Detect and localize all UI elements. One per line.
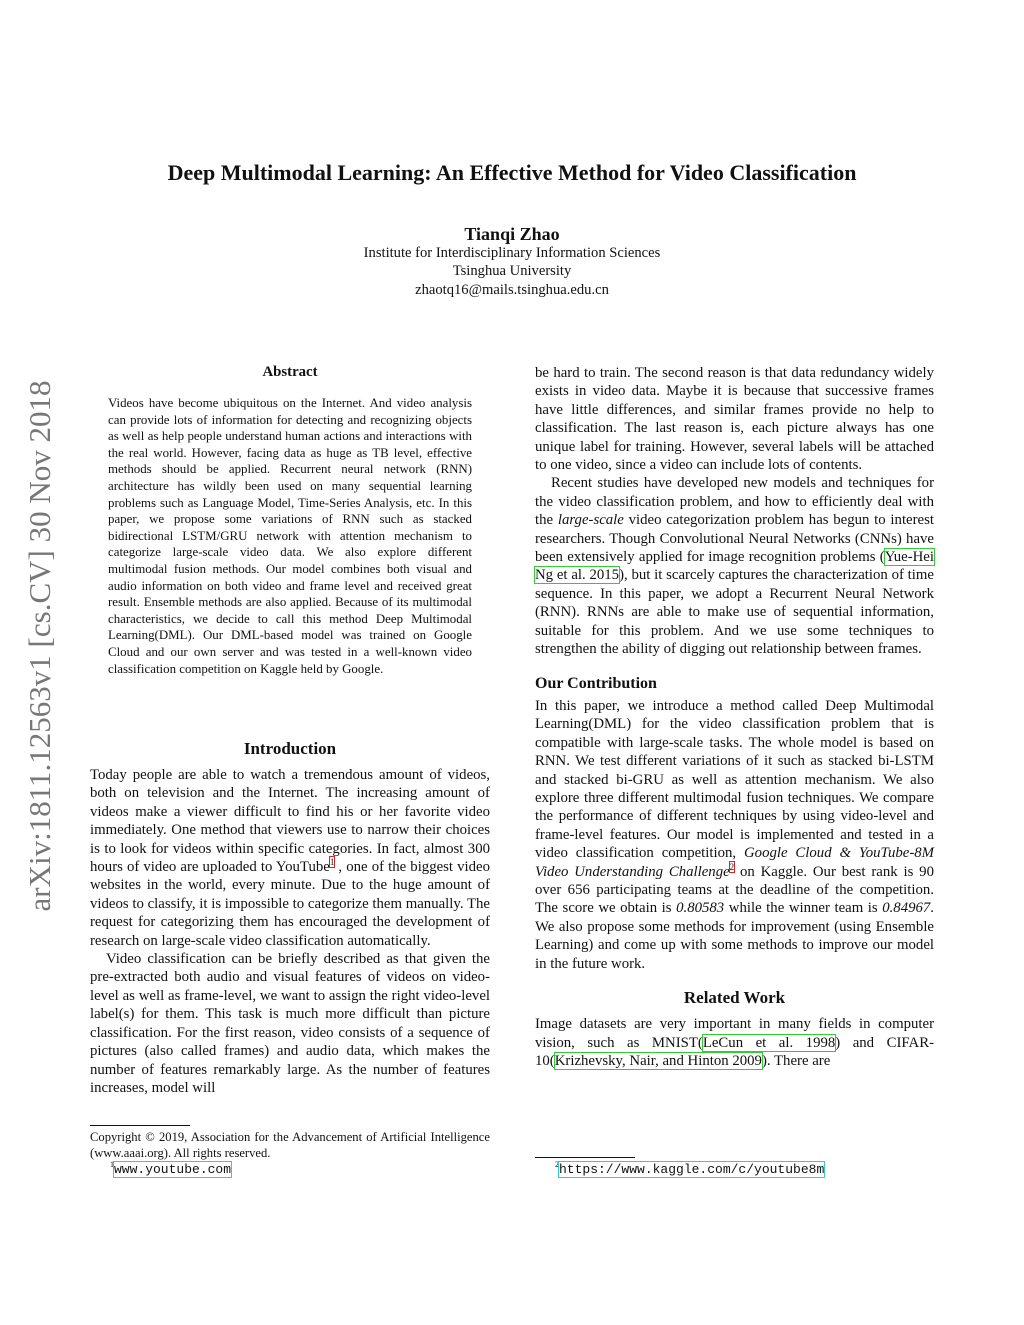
- footnote-ref-1[interactable]: 1: [329, 857, 335, 868]
- footnote-rule-left: [90, 1125, 190, 1126]
- abstract-text: Videos have become ubiquitous on the Internet. And video analysis can provide lots of information for detecting and recognizing objects as well as help people understand human actions and interactions with the real world. However, facing data as huge as TB level, effective methods should be applied. Recurrent neural network (RNN) architecture has wildly been used on many sequential learning problems such as Language Model, Time-Series Analysis, etc. In this paper, we propose some variations of RNN such as stacked bidirectional LSTM/GRU network with attention mechanism to categorize large-scale video data. We also explore different multimodal fusion methods. Our model combines both visual and audio information on both video and frame level and received great result. Ensemble methods are also applied. Because of its multimodal characteristics, we decide to call this method Deep Multimodal Learning(DML). Our DML-based model was trained on Google Cloud and our own server and was tested in a well-known video classification competition on Kaggle held by Google.: [108, 396, 472, 676]
- related-work-paragraph: Image datasets are very important in many fields in computer vision, such as MNIST(LeCun et al. 1998) and CIFAR-10(Krizhevsky, Nair, and Hinton 2009). There are: [535, 1016, 934, 1070]
- arxiv-id: arXiv:1811.12563v1 [cs.CV] 30 Nov 2018: [22, 380, 57, 912]
- citation-krizhevsky[interactable]: Krizhevsky, Nair, and Hinton 2009: [554, 1053, 762, 1070]
- affiliation-university: Tsinghua University: [452, 263, 572, 279]
- contribution-paragraph: In this paper, we introduce a method called Deep Multimodal Learning(DML) for the video classification problem that is compatible with large-scale tasks. The whole model is based on RNN. We test different variations of it such as stacked bi-LSTM and stacked bi-GRU as well as attention mechanism. We also explore three different multimodal fusion techniques. We compare the performance of different techniques by using video-level and frame-level features. Our model is implemented and tested in a video classification competition, Google Cloud & YouTube-8M Video Understanding Challenge$^2$ on Kaggle. Our best rank is 90 over 656 participating teams at the deadline of the competition. The score we obtain is 0.80583 while the winner team is 0.84967. We also propose some methods for improvement (using Ensemble Learning) and come up with some methods to improve our model in the future work.: [535, 697, 934, 972]
- author-name: Tianqi Zhao: [464, 224, 560, 244]
- footnote-1: $^1$www.youtube.com: [110, 1160, 232, 1177]
- footnote-2: $^2$https://www.kaggle.com/c/youtube8m: [555, 1160, 825, 1177]
- related-work-heading: Related Work: [683, 988, 786, 1007]
- footnote-ref-2[interactable]: 2: [729, 861, 735, 872]
- right-column-body: [535, 364, 934, 1071]
- contribution-heading: Our Contribution: [535, 674, 657, 692]
- right-paragraph-0: be hard to train. The second reason is that data redundancy widely exists in video data. Maybe it is because that successive frames have little differences, and similar frames provide no help to classification. The last reason is, each picture always has one unique label for training. However, several labels will be attached to one video, since a video can include lots of contents.: [535, 365, 934, 474]
- youtube-link[interactable]: www.youtube.com: [114, 1161, 232, 1177]
- copyright-notice: Copyright © 2019, Association for the Advancement of Artificial Intelligence (www.aaai.org). All rights reserved.: [90, 1130, 490, 1160]
- right-paragraph-1: Recent studies have developed new models and techniques for the video classification problem, and how to efficiently deal with the large-scale video categorization problem has begun to interest researchers. Though Convolutional Neural Networks (CNNs) have been extensively applied for image recognition problems (Yue-Hei Ng et al. 2015), but it scarcely captures the characterization of time sequence. In this paper, we adopt a Recurrent Neural Network (RNN). RNNs are able to make use of sequential information, suitable for this problem. And we use some techniques to strengthen the ability of digging out relationship between frames.: [535, 475, 934, 658]
- citation-lecun[interactable]: LeCun et al. 1998: [702, 1034, 836, 1051]
- abstract-heading: Abstract: [262, 364, 318, 380]
- kaggle-link[interactable]: https://www.kaggle.com/c/youtube8m: [559, 1161, 825, 1177]
- affiliation-institute: Institute for Interdisciplinary Information Sciences: [363, 245, 661, 261]
- footnote-rule-right: [535, 1157, 635, 1158]
- citation-yue-hei-ng[interactable]: Yue-Hei Ng et al. 2015: [535, 549, 934, 584]
- paper-title: Deep Multimodal Learning: An Effective Method for Video Classification: [167, 160, 857, 185]
- introduction-body: [90, 766, 490, 1097]
- author-email: zhaotq16@mails.tsinghua.edu.cn: [415, 282, 609, 298]
- intro-paragraph-2: Video classification can be briefly described as that given the pre-extracted both audio and visual features of videos on video-level as well as frame-level, we want to assign the right video-level label(s) for them. This task is much more difficult than picture classification. For the first reason, video consists of a sequence of pictures (also called frames) and audio data, which makes the number of features remarkably large. As the number of features increases, model will: [90, 951, 490, 1096]
- intro-paragraph-1: Today people are able to watch a tremendous amount of videos, both on television and the Internet. The increasing amount of videos make a viewer difficult to find his or her favorite video immediately. One method that viewers use to narrow their choices is to look for videos within specific categories. In fact, almost 300 hours of video are uploaded to YouTube$^1$ , one of the biggest video websites in the world, every minute. Due to the huge amount of videos to classify, it is impossible to categorize them manually. The request for categorizing them has encouraged the development of research on large-scale video classification automatically.: [90, 767, 491, 949]
- introduction-heading: Introduction: [243, 739, 337, 758]
